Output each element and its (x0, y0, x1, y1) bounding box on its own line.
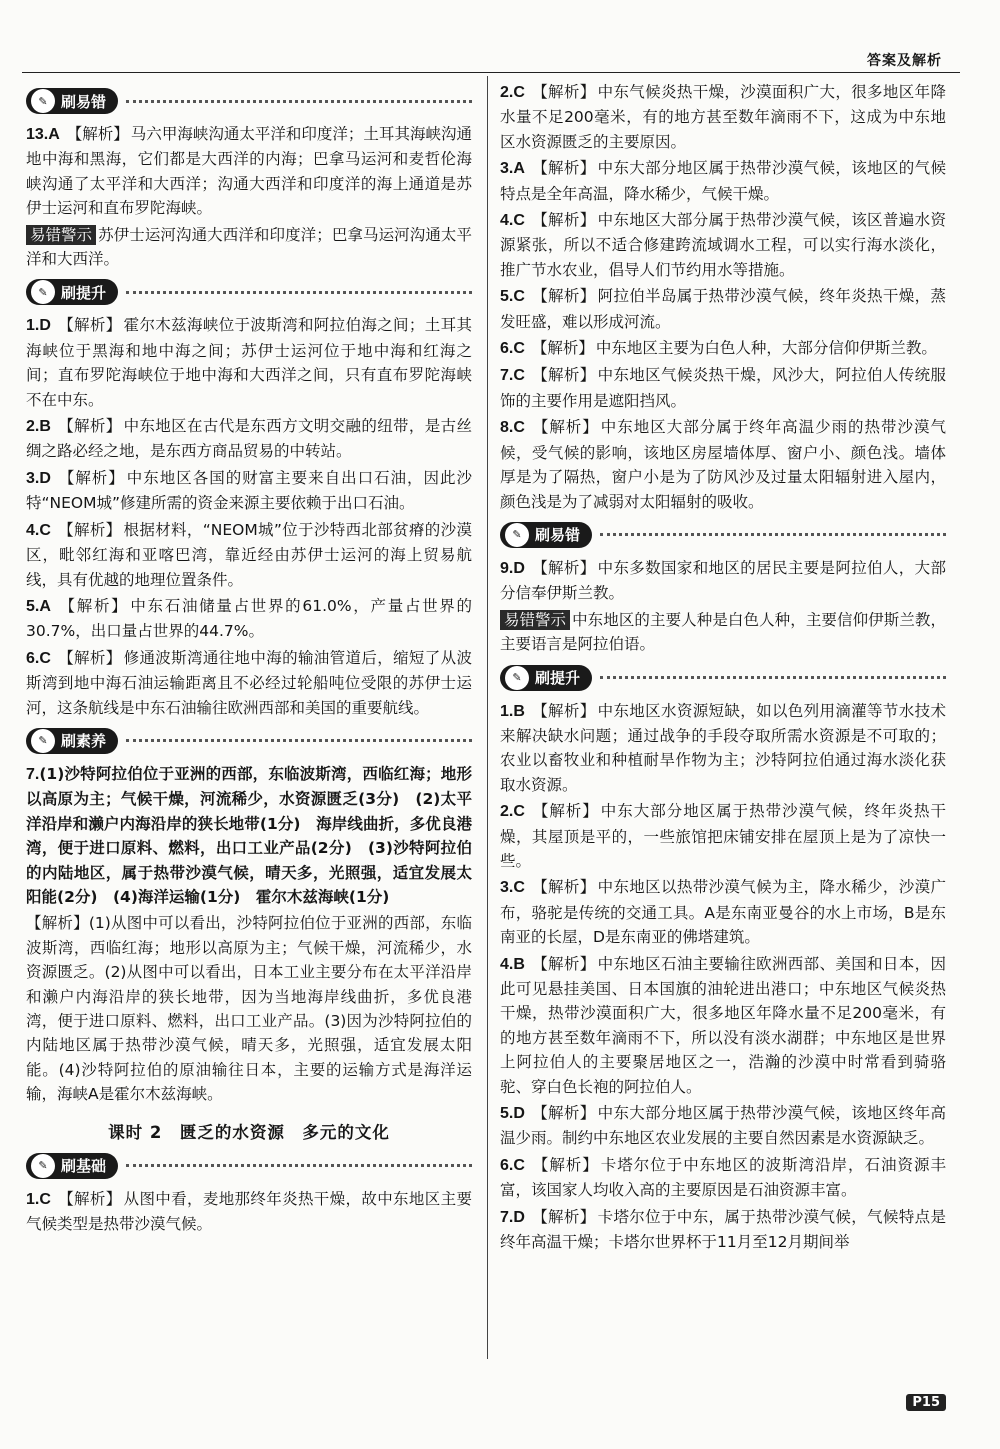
dotted-rule (126, 100, 472, 103)
section-header (26, 273, 472, 311)
warning-label: 易错警示 (500, 610, 570, 630)
analysis-text: 【解析】(1)从图中可以看出，沙特阿拉伯位于亚洲的西部，东临波斯湾，西临红海；地形以高原为主；气候干燥，河流稀少，水资源匮乏。(2)从图中可以看出，日本工业主要分布在太平洋沿岸和濑户内海沿岸的狭长地带，因为当地海岸线曲折，多优良港湾，便于进口原料、燃料，出口工业产品。(3)因为沙特阿拉伯的内陆地区属于热带沙漠气候，晴天多，光照强，适宜发展太阳能。(4)沙特阿拉伯的原油输往日本，主要的运输方式是海洋运输，海峡A是霍尔木兹海峡。 (26, 914, 472, 1104)
answer-item: 13.A 【解析】 马六甲海峡沟通太平洋和印度洋；土耳其海峡沟通地中海和黑海，它们都是大西洋的内海；巴拿马运河和麦哲伦海峡沟通了太平洋和大西洋；沟通大西洋和印度洋的海上通道是苏伊士运河和直布罗陀海峡。 (26, 125, 472, 218)
section-badge: ✎ 刷易错 (26, 88, 118, 114)
answer-item: 4.B 【解析】 中东地区石油主要输往欧洲西部、美国和日本，因此可见悬挂美国、日本国旗的油轮进出港口；中东地区气候炎热干燥，热带沙漠面积广大，很多地区年降水量不足200毫米，有的地方甚至数年滴雨不下，所以没有淡水湖群；中东地区是世界上阿拉伯人的主要聚居地区之一，浩瀚的沙漠中时常看到骑骆驼、穿白色长袍的阿拉伯人。 (500, 954, 946, 1096)
answer-item: 3.D 【解析】 中东地区各国的财富主要来自出口石油，因此沙特“NEOM城”修建所需的资金来源主要依赖于出口石油。 (26, 468, 472, 513)
answer-item: 6.C 【解析】 中东地区主要为白色人种，大部分信仰伊斯兰教。 (500, 339, 937, 358)
section-badge: ✎ 刷素养 (26, 728, 118, 754)
section-header (26, 722, 472, 760)
page-number: P15 (906, 1394, 946, 1411)
answer-item: 5.D 【解析】 中东大部分地区属于热带沙漠气候，该地区终年高温少雨。制约中东地区农业发展的主要自然因素是水资源缺乏。 (500, 1104, 946, 1148)
section-header (500, 516, 946, 554)
answer-item: 2.B 【解析】 中东地区在古代是东西方文明交融的纽带，是古丝绸之路必经之地，是东西方商品贸易的中转站。 (26, 417, 472, 461)
answer-item: 3.C 【解析】 中东地区以热带沙漠气候为主，降水稀少，沙漠广布，骆驼是传统的交通工具。A是东南亚曼谷的水上市场，B是东南亚的长屋，D是东南亚的佛塔建筑。 (500, 878, 946, 947)
error-warning: 易错警示 中东地区的主要人种是白色人种，主要信仰伊斯兰教，主要语言是阿拉伯语。 (500, 610, 946, 654)
dotted-rule (126, 291, 472, 294)
answer-item: 2.C 【解析】 中东气候炎热干燥，沙漠面积广大，很多地区年降水量不足200毫米，有的地方甚至数年滴雨不下，这成为中东地区水资源匮乏的主要原因。 (500, 83, 946, 151)
section-header (500, 659, 946, 697)
header-title: 答案及解析 (867, 53, 942, 69)
error-warning: 易错警示 苏伊士运河沟通大西洋和印度洋；巴拿马运河沟通太平洋和大西洋。 (26, 225, 472, 269)
answer-item: 1.B 【解析】 中东地区水资源短缺，如以色列用滴灌等节水技术来解决缺水问题；通过战争的手段夺取所需水资源是不可取的；农业以畜牧业和种植耐旱作物为主；沙特阿拉伯通过海水淡化获取水资源。 (500, 701, 946, 794)
answer-item: 4.C 【解析】 根据材料，“NEOM城”位于沙特西北部贫瘠的沙漠区，毗邻红海和亚喀巴湾，靠近经由苏伊士运河的海上贸易航线，具有优越的地理位置条件。 (26, 520, 472, 589)
section-badge: ✎ 刷提升 (500, 665, 592, 691)
section-badge: ✎ 刷易错 (500, 522, 592, 548)
answer-item: 3.A 【解析】 中东大部分地区属于热带沙漠气候，该地区的气候特点是全年高温，降水稀少，气候干燥。 (500, 159, 946, 203)
section-header (26, 1147, 472, 1185)
answer-item: 6.C 【解析】 修通波斯湾通往地中海的输油管道后，缩短了从波斯湾到地中海石油运输距离且不必经过轮船吨位受限的苏伊士运河，这条航线是中东石油输往欧洲西部和美国的重要航线。 (26, 648, 472, 717)
book-icon: ✎ (505, 666, 529, 690)
section-header (26, 82, 472, 120)
answer-item: 1.C 【解析】 从图中看，麦地那终年炎热干燥，故中东地区主要气候类型是热带沙漠气候。 (26, 1189, 472, 1234)
answer-item: 9.D 【解析】 中东多数国家和地区的居民主要是阿拉伯人，大部分信奉伊斯兰教。 (500, 558, 946, 603)
lesson-title: 课时 2 匮乏的水资源 多元的文化 (108, 1122, 390, 1142)
dotted-rule (600, 676, 946, 679)
answer-item: 7.(1)沙特阿拉伯位于亚洲的西部，东临波斯湾，西临红海；地形以高原为主；气候干燥，河流稀少，水资源匮乏(3分) (2)太平洋沿岸和濑户内海沿岸的狭长地带(1分) 海岸线曲折，多优良港湾，便于进口原料、燃料，出口工业产品(2分) (3)沙特阿拉伯的内陆地区，属于热带沙漠气候，晴天多，光照强，适宜发展太阳能(2分) (4)海洋运输(1分) 霍尔木兹海峡(1分) (26, 764, 472, 906)
right-column (500, 80, 946, 1256)
answer-text: (1)沙特阿拉伯位于亚洲的西部，东临波斯湾，西临红海；地形以高原为主；气候干燥，河流稀少，水资源匮乏(3分) (2)太平洋沿岸和濑户内海沿岸的狭长地带(1分) 海岸线曲折，多优良港湾，便于进口原料、燃料，出口工业产品(2分) (3)沙特阿拉伯的内陆地区，属于热带沙漠气候，晴天多，光照强，适宜发展太阳能(2分) (4)海洋运输(1分) 霍尔木兹海峡(1分) (26, 764, 472, 906)
answer-item: 4.C 【解析】 中东地区大部分属于热带沙漠气候，该区普遍水资源紧张，所以不适合修建跨流域调水工程，可以实行海水淡化，推广节水农业，倡导人们节约用水等措施。 (500, 211, 946, 279)
dotted-rule (600, 533, 946, 536)
book-icon: ✎ (505, 523, 529, 547)
left-column (26, 80, 472, 1238)
answer-item: 5.C 【解析】 阿拉伯半岛属于热带沙漠气候，终年炎热干燥，蒸发旺盛，难以形成河流。 (500, 287, 946, 331)
answer-item: 7.C 【解析】 中东地区气候炎热干燥，风沙大，阿拉伯人传统服饰的主要作用是遮阳挡风。 (500, 366, 946, 410)
answer-item: 7.D 【解析】 卡塔尔位于中东，属于热带沙漠气候，气候特点是终年高温干燥；卡塔尔世界杯于11月至12月期间举 (500, 1207, 946, 1252)
answer-item: 2.C 【解析】 中东大部分地区属于热带沙漠气候，终年炎热干燥，其屋顶是平的，一些旅馆把床铺安排在屋顶上是为了凉快一些。 (500, 802, 946, 870)
dotted-rule (126, 739, 472, 742)
answer-item: 1.D 【解析】 霍尔木兹海峡位于波斯湾和阿拉伯海之间；土耳其海峡位于黑海和地中海之间；苏伊士运河位于地中海和红海之间；直布罗陀海峡位于地中海和大西洋之间，只有直布罗陀海峡不在中东。 (26, 316, 472, 409)
answer-item: 6.C 【解析】 卡塔尔位于中东地区的波斯湾沿岸，石油资源丰富，该国家人均收入高的主要原因是石油资源丰富。 (500, 1155, 946, 1200)
answer-item: 8.C 【解析】 中东地区大部分属于终年高温少雨的热带沙漠气候，受气候的影响，该地区房屋墙体厚、窗户小、颜色浅。墙体厚是为了隔热，窗户小是为了防风沙及过量太阳辐射进入屋内，颜色浅是为了减弱对太阳辐射的吸收。 (500, 418, 946, 511)
section-badge: ✎ 刷基础 (26, 1153, 118, 1179)
book-icon: ✎ (31, 89, 55, 113)
book-icon: ✎ (31, 729, 55, 753)
section-badge: ✎ 刷提升 (26, 279, 118, 305)
dotted-rule (126, 1164, 472, 1167)
book-icon: ✎ (31, 1154, 55, 1178)
answer-item: 5.A 【解析】 中东石油储量占世界的61.0%，产量占世界的30.7%，出口量占世界的44.7%。 (26, 596, 472, 641)
column-divider (487, 76, 488, 1359)
header-rule (22, 72, 960, 73)
book-icon: ✎ (31, 280, 55, 304)
warning-label: 易错警示 (26, 225, 96, 245)
